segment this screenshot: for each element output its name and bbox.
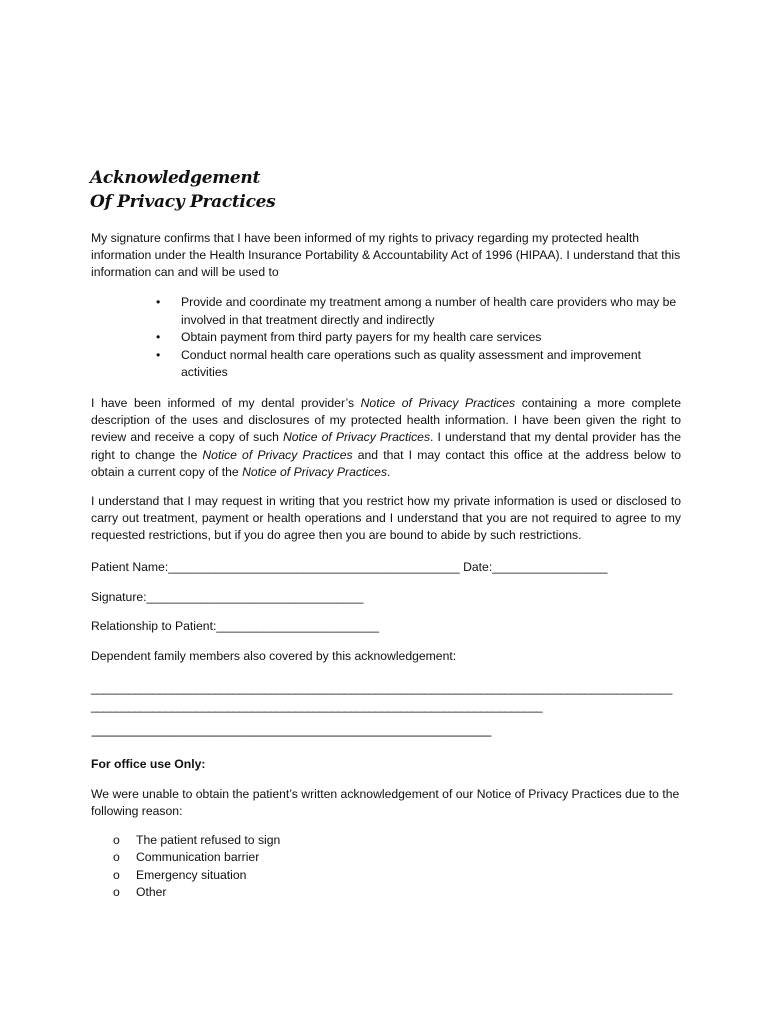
text-run: containing a more complete description of the uses and disclosures of my protected health information. I have been given the right to review and receive a copy of such	[91, 396, 681, 445]
dependents-label: Dependent family members also covered by this acknowledgement:	[91, 649, 457, 663]
text-run: and that I may contact this office at the address below to obtain a current copy of the	[91, 447, 682, 479]
patient-name-field[interactable]: Patient Name:___________________________________________	[91, 560, 460, 574]
date-field[interactable]: Date:_________________	[459, 560, 608, 574]
list-item	[150, 347, 680, 382]
bullet-icon: •	[156, 295, 161, 309]
reason-option[interactable]	[113, 867, 280, 884]
list-item-text: Obtain payment from third party payers for my health care services	[181, 330, 542, 345]
signature-field[interactable]: Signature:________________________________	[91, 590, 364, 604]
document-title	[90, 166, 275, 214]
office-use-paragraph: We were unable to obtain the patient’s written acknowledgement of our Notice of Privacy Practices due to the following reason:	[91, 787, 680, 819]
reason-label: Emergency situation	[136, 867, 247, 882]
title-line-2: Of Privacy Practices	[90, 192, 276, 212]
relationship-field[interactable]: Relationship to Patient:________________________	[91, 619, 380, 633]
reason-label: Other	[136, 885, 167, 900]
bullet-icon: •	[156, 347, 161, 362]
section-divider: ------------------------------------------------------------------------------------------------------------------------------------------------------------	[91, 730, 491, 742]
patient-name-row	[91, 559, 607, 576]
text-run: I have been informed of my dental provider’s	[91, 396, 361, 410]
reason-label: The patient refused to sign	[136, 833, 281, 847]
reason-label: Communication barrier	[136, 850, 260, 865]
notice-title-ref: Notice of Privacy Practices	[282, 430, 431, 445]
list-item	[150, 329, 680, 347]
text-run: . I understand that my dental provider has the right to change the	[91, 430, 681, 462]
text-run: .	[387, 464, 391, 479]
list-item-text: Provide and coordinate my treatment among a number of health care providers who may be involved in that treatment directly and indirectly	[181, 295, 677, 327]
notice-title-ref: Notice of Privacy Practices	[202, 447, 353, 462]
circle-bullet-icon: o	[113, 833, 120, 847]
notice-title-ref: Notice of Privacy Practices	[242, 464, 388, 479]
intro-paragraph: My signature confirms that I have been informed of my rights to privacy regarding my protected health information under the Health Insurance Portability & Accountability Act of 1996 (HIPAA). I understand that this information can and will be used to	[91, 231, 681, 280]
notice-title-ref: Notice of Privacy Practices	[360, 396, 516, 410]
circle-bullet-icon: o	[113, 850, 120, 865]
restriction-paragraph: I understand that I may request in writing that you restrict how my private information is used or disclosed to carry out treatment, payment or health operations and I understand that you are not required to agree to my requested restrictions, but if you do agree then you are bound to abide by such restrictions.	[91, 494, 681, 543]
reason-option[interactable]	[113, 884, 280, 901]
list-item-text: Conduct normal health care operations such as quality assessment and improvement activities	[181, 347, 641, 380]
dependents-line-2[interactable]: _________________________________________________________________________	[91, 699, 543, 713]
title-line-1: Acknowledgement	[90, 168, 261, 188]
reasons-list	[113, 832, 280, 902]
notice-paragraph	[91, 395, 681, 481]
list-item	[150, 294, 680, 329]
uses-list	[150, 294, 680, 382]
circle-bullet-icon: o	[113, 885, 120, 900]
reason-option[interactable]	[113, 832, 280, 849]
bullet-icon: •	[156, 330, 161, 345]
circle-bullet-icon: o	[113, 867, 120, 882]
dependents-line-1[interactable]: ______________________________________________________________________________________________	[91, 681, 672, 695]
office-use-heading: For office use Only:	[91, 757, 206, 771]
reason-option[interactable]	[113, 849, 280, 866]
